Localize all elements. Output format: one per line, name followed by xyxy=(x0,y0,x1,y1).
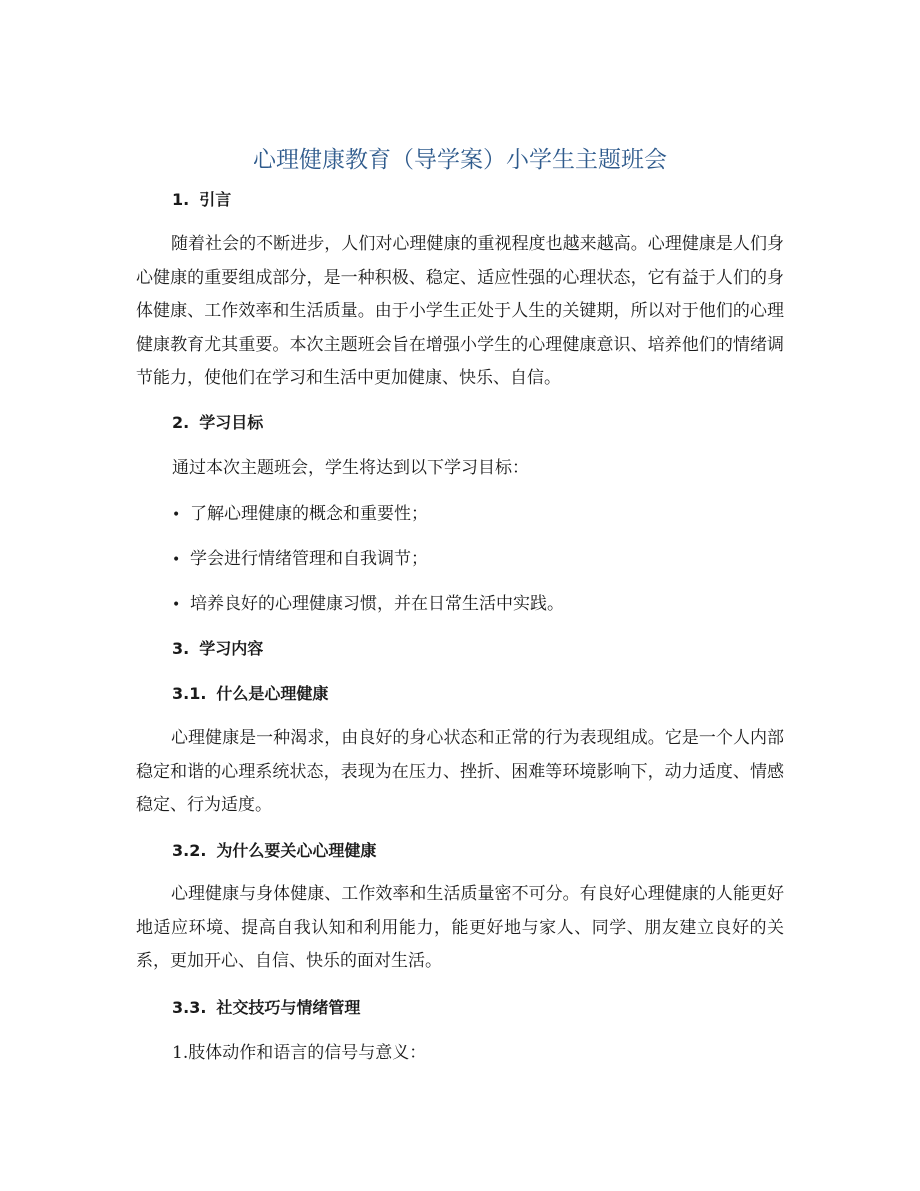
section-title: 引言 xyxy=(199,190,232,209)
bullet-icon: • xyxy=(172,597,181,613)
section-number: 3.1. xyxy=(172,684,207,703)
subsection-heading-social-skills xyxy=(172,996,360,1020)
section-title: 学习内容 xyxy=(199,639,264,658)
section-number: 1. xyxy=(172,190,190,209)
what-is-paragraph: 心理健康是一种渴求，由良好的身心状态和正常的行为表现组成。它是一个人内部稳定和谐的心理系统状态，表现为在压力、挫折、困难等环境影响下，动力适度、情感稳定、行为适度。 xyxy=(136,728,784,815)
bullet-icon: • xyxy=(172,552,181,568)
list-item xyxy=(172,592,564,617)
section-number: 3. xyxy=(172,639,190,658)
section-number: 3.3. xyxy=(172,998,207,1017)
subsection-heading-what-is xyxy=(172,682,328,706)
why-care-paragraph: 心理健康与身体健康、工作效率和生活质量密不可分。有良好心理健康的人能更好地适应环境、提高自我认知和利用能力，能更好地与家人、同学、朋友建立良好的关系，更加开心、自信、快乐的面对生活。 xyxy=(136,884,784,971)
document-title: 心理健康教育（导学案）小学生主题班会 xyxy=(253,147,667,173)
section-number: 3.2. xyxy=(172,841,207,860)
list-item-text: 学会进行情绪管理和自我调节； xyxy=(190,549,428,569)
list-item-text: 培养良好的心理健康习惯，并在日常生活中实践。 xyxy=(190,594,564,614)
goals-intro-paragraph: 通过本次主题班会，学生将达到以下学习目标： xyxy=(172,458,529,478)
numbered-item-paragraph: 1.肢体动作和语言的信号与意义： xyxy=(172,1043,427,1063)
section-heading-content xyxy=(172,637,263,661)
bullet-icon: • xyxy=(172,507,181,523)
section-title: 社交技巧与情绪管理 xyxy=(216,998,361,1017)
list-item xyxy=(172,502,428,527)
section-heading-goals xyxy=(172,411,263,435)
section-heading-intro xyxy=(172,188,231,212)
section-title: 为什么要关心心理健康 xyxy=(216,841,377,860)
list-item-text: 了解心理健康的概念和重要性； xyxy=(190,504,428,524)
section-title: 什么是心理健康 xyxy=(216,684,329,703)
intro-paragraph: 随着社会的不断进步，人们对心理健康的重视程度也越来越高。心理健康是人们身心健康的重要组成部分，是一种积极、稳定、适应性强的心理状态，它有益于人们的身体健康、工作效率和生活质量。由于小学生正处于人生的关键期，所以对于他们的心理健康教育尤其重要。本次主题班会旨在增强小学生的心理健康意识、培养他们的情绪调节能力，使他们在学习和生活中更加健康、快乐、自信。 xyxy=(136,234,784,388)
section-number: 2. xyxy=(172,413,190,432)
list-item xyxy=(172,547,428,572)
subsection-heading-why-care xyxy=(172,839,376,863)
section-title: 学习目标 xyxy=(199,413,264,432)
